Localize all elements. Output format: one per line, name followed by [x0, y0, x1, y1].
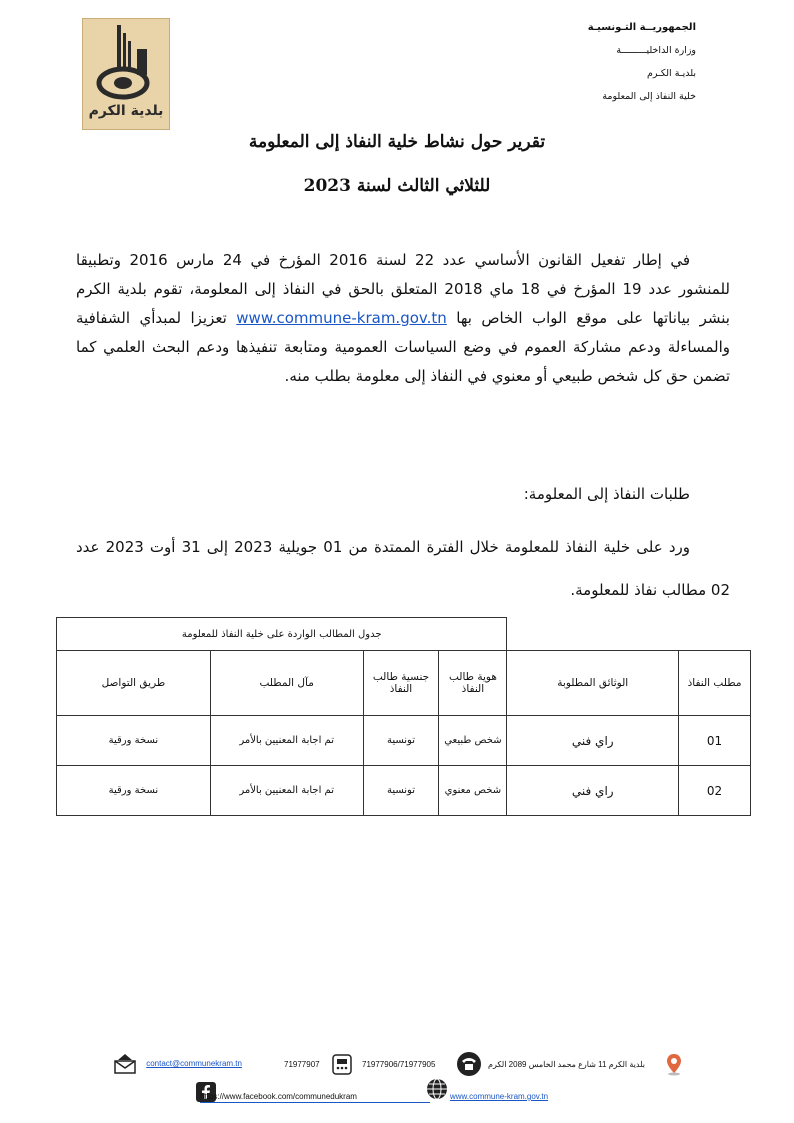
requests-table: [56, 617, 751, 816]
header-ministry: وزارة الداخليـــــــــة: [616, 45, 696, 56]
header-nationality: جنسية طالب النفاذ: [363, 651, 439, 716]
logo-text: بلدية الكرم: [88, 103, 164, 119]
header-identity: هوية طالب النفاذ: [439, 651, 507, 716]
summary-paragraph: ورد على خلية النفاذ للمعلومة خلال الفترة الممتدة من 01 جويلية 2023 إلى 31 أوت 2023 عدد 02 مطالب نفاذ للمعلومة.: [76, 538, 730, 599]
cell-documents: راي فني: [507, 766, 679, 816]
fax-number: 71977907: [284, 1060, 320, 1069]
cell-nationality: تونسية: [363, 766, 439, 816]
cell-documents: راي فني: [507, 716, 679, 766]
table-row: [57, 766, 751, 816]
website-link[interactable]: www.commune-kram.gov.tn: [236, 309, 447, 327]
cell-channel: نسخة ورقية: [57, 766, 211, 816]
header-cell: خلية النفاذ إلى المعلومة: [602, 91, 696, 102]
address-item: [664, 1052, 684, 1076]
cell-nationality: تونسية: [363, 716, 439, 766]
globe-icon: [426, 1078, 448, 1100]
cell-channel: نسخة ورقية: [57, 716, 211, 766]
website-footer-link[interactable]: www.commune-kram.gov.tn: [450, 1092, 549, 1101]
intro-paragraph: [76, 246, 730, 391]
facebook-link[interactable]: https://www.facebook.com/communedukram: [200, 1092, 430, 1103]
email-item: [112, 1054, 242, 1074]
web-item: [426, 1078, 448, 1100]
intro-text-before: في إطار تفعيل القانون الأساسي عدد 22 لسنة 2016 المؤرخ في 24 مارس 2016 وتطبيقا للمنشور عدد 19 المؤرخ في 18 ماي 2018 المتعلق بالحق في النفاذ إلى المعلومة، تقوم بلدية الكرم بنشر بياناتها على موقع الواب الخاص بها: [76, 251, 730, 327]
header-outcome: مآل المطلب: [210, 651, 363, 716]
footer-contacts: [0, 1050, 794, 1080]
cell-identity: شخص طبيعي: [439, 716, 507, 766]
location-pin-icon: [664, 1052, 684, 1076]
intro-text-after: تعزيزا لمبدأي الشفافية والمساءلة ودعم مشاركة العموم في وضع السياسات العمومية ومتابعة تنفيذها ودعم البحث العلمي كما تضمن حق كل شخص طبيعي أو معنوي في النفاذ إلى معلومة بطلب منه.: [76, 309, 730, 385]
report-title: تقرير حول نشاط خلية النفاذ إلى المعلومة: [248, 132, 546, 152]
cell-request-number: 02: [679, 766, 751, 816]
table-row: [57, 716, 751, 766]
section-heading: طلبات النفاذ إلى المعلومة:: [523, 485, 690, 503]
report-subtitle: للثلاثي الثالث لسنة 2023: [303, 176, 491, 196]
phone-item: [456, 1051, 482, 1077]
address-text: بلدية الكرم 11 شارع محمد الخامس 2089 الكرم: [488, 1060, 645, 1069]
mail-icon: [112, 1054, 138, 1074]
ministry-header: [536, 16, 696, 108]
footer-links: [0, 1082, 794, 1112]
municipality-logo: [82, 18, 170, 130]
header-republic: الجمهوريــة التـونسيـة: [587, 22, 696, 33]
phone-numbers: 71977906/71977905: [362, 1060, 436, 1069]
cell-request-number: 01: [679, 716, 751, 766]
header-request: مطلب النفاذ: [679, 651, 751, 716]
cell-outcome: تم اجابة المعنيين بالأمر: [210, 716, 363, 766]
email-link[interactable]: contact@communekram.tn: [146, 1059, 242, 1069]
cell-outcome: تم اجابة المعنيين بالأمر: [210, 766, 363, 816]
fax-icon: [330, 1052, 354, 1076]
header-documents: الوثائق المطلوبة: [507, 651, 679, 716]
table-header-row: [57, 651, 751, 716]
telephone-icon: [456, 1051, 482, 1077]
table-caption: جدول المطالب الواردة على خلية النفاذ للمعلومة: [57, 618, 507, 651]
cell-identity: شخص معنوي: [439, 766, 507, 816]
header-channel: طريق التواصل: [57, 651, 211, 716]
fax-item: [330, 1052, 354, 1076]
header-municipality: بلديـة الكـرم: [646, 68, 696, 79]
